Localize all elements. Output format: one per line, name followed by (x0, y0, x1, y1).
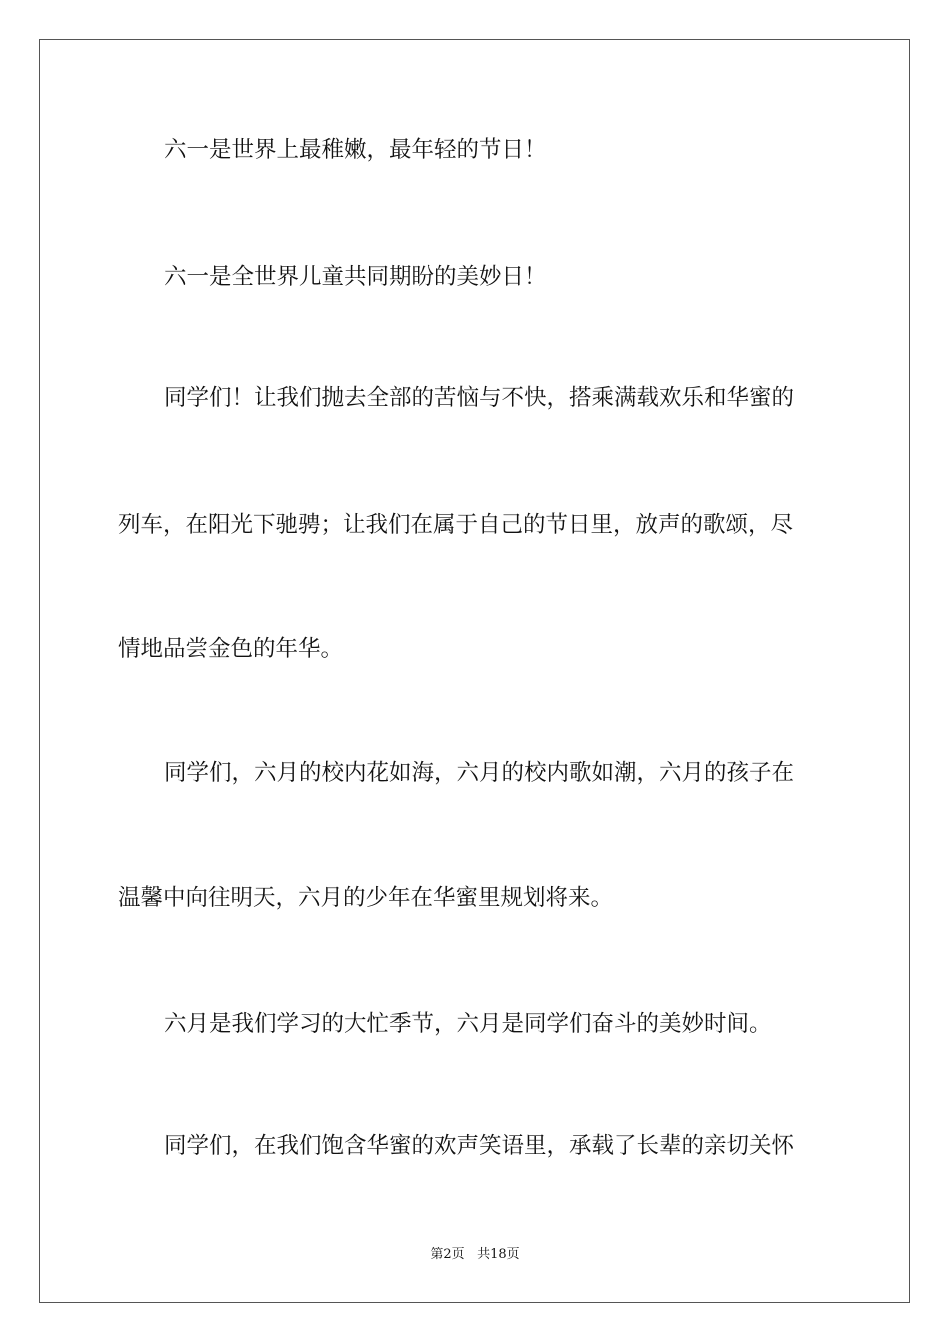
page-frame (39, 39, 910, 1303)
paragraph-line: 同学们，在我们饱含华蜜的欢声笑语里，承载了长辈的亲切关怀 (164, 1133, 795, 1159)
paragraph-line: 同学们！让我们抛去全部的苦恼与不快，搭乘满载欢乐和华蜜的 (164, 385, 795, 411)
page-footer (0, 1246, 950, 1264)
page-number: 第2页 (430, 1247, 465, 1262)
paragraph-line: 六一是全世界儿童共同期盼的美妙日！ (164, 264, 547, 290)
paragraph-line: 情地品尝金色的年华。 (118, 636, 344, 662)
paragraph-line: 列车，在阳光下驰骋；让我们在属于自己的节日里，放声的歌颂，尽 (118, 512, 794, 538)
paragraph-line: 六月是我们学习的大忙季节，六月是同学们奋斗的美妙时间。 (164, 1011, 772, 1037)
paragraph-line: 温馨中向往明天，六月的少年在华蜜里规划将来。 (118, 885, 614, 911)
paragraph-line: 六一是世界上最稚嫩，最年轻的节日！ (164, 137, 547, 163)
page-total: 共18页 (477, 1247, 520, 1262)
paragraph-line: 同学们，六月的校内花如海，六月的校内歌如潮，六月的孩子在 (164, 760, 795, 786)
